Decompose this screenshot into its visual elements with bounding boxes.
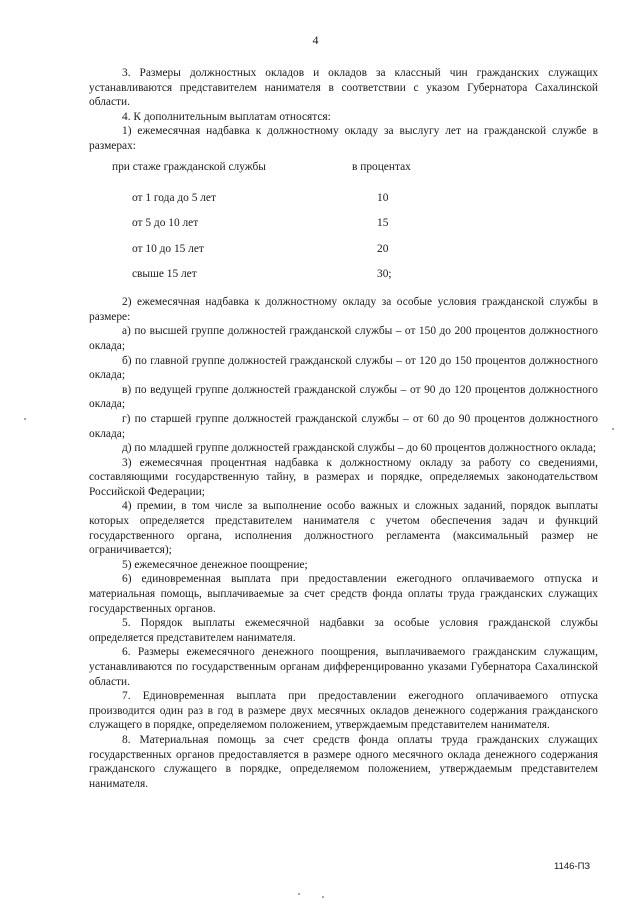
paragraph-6: 6. Размеры ежемесячного денежного поощрения, выплачиваемого гражданским служащим, устанавливаются по государственным органам дифференцированно указами Губернатора Сахалинской области. — [89, 646, 598, 688]
seniority-row — [89, 262, 469, 288]
seniority-value: 10 — [377, 191, 389, 204]
paragraph-4-2-g: г) по старшей группе должностей гражданской службы – от 60 до 90 процентов должностного оклада; — [89, 412, 598, 440]
document-code: 1146-ПЗ — [554, 861, 591, 872]
seniority-row — [89, 236, 469, 262]
paragraph-4-6: 6) единовременная выплата при предоставлении ежегодного оплачиваемого отпуска и материальная помощь, выплачиваемые за счет средств фонда оплаты труда гражданских служащих государственных органов. — [89, 573, 598, 615]
seniority-term: свыше 15 лет — [132, 268, 197, 281]
scan-speck — [24, 418, 26, 420]
paragraph-4-4: 4) премии, в том числе за выполнение особо важных и сложных заданий, порядок выплаты которых определяется представителем нанимателя с учетом обеспечения задач и функций государственного органа, исполнения должностного регламента (максимальный размер не ограничивается); — [89, 500, 598, 557]
paragraph-4: 4. К дополнительным выплатам относятся: — [122, 110, 331, 123]
seniority-value: 30; — [377, 268, 392, 281]
seniority-term: от 1 года до 5 лет — [132, 191, 216, 204]
scan-speck — [612, 428, 614, 430]
paragraph-4-1: 1) ежемесячная надбавка к должностному окладу за выслугу лет на гражданской службе в размерах: — [89, 125, 598, 152]
paragraph-3: 3. Размеры должностных окладов и окладов за классный чин гражданских служащих устанавливаются представителем нанимателя в соответствии с указом Губернатора Сахалинской области. — [89, 67, 598, 109]
scan-speck — [298, 893, 300, 895]
seniority-value: 20 — [377, 242, 389, 255]
seniority-table — [89, 160, 469, 288]
seniority-value: 15 — [377, 217, 389, 230]
paragraph-5: 5. Порядок выплаты ежемесячной надбавки за особые условия гражданской службы определяется представителем нанимателя. — [89, 617, 598, 644]
paragraph-4-3: 3) ежемесячная процентная надбавка к должностному окладу за работу со сведениями, составляющими государственную тайну, в размерах и порядке, определяемых законодательством Российской Федерации; — [89, 456, 598, 498]
paragraph-8: 8. Материальная помощь за счет средств фонда оплаты труда гражданских служащих государственных органов предоставляется в размере одного месячного оклада денежного содержания гражданского служащего в порядке, определяемом положением, утверждаемым представителем нанимателя. — [89, 733, 598, 790]
seniority-term: от 10 до 15 лет — [132, 242, 204, 255]
paragraph-4-2-d: д) по младшей группе должностей гражданской службы – до 60 процентов должностного оклада; — [122, 442, 597, 455]
paragraph-4-2-v: в) по ведущей группе должностей гражданской службы – от 90 до 120 процентов должностного оклада; — [89, 383, 598, 411]
page-number: 4 — [312, 33, 319, 47]
seniority-row — [89, 185, 469, 211]
scan-speck — [322, 896, 324, 898]
seniority-header-term: при стаже гражданской службы — [112, 160, 266, 173]
seniority-table-header — [112, 160, 469, 175]
paragraph-7: 7. Единовременная выплата при предоставлении ежегодного оплачиваемого отпуска производится один раз в год в размере двух месячных окладов денежного содержания гражданского служащего в порядке, определяемом положением, утверждаемым представителем нанимателя. — [89, 690, 598, 732]
seniority-term: от 5 до 10 лет — [132, 217, 199, 230]
paragraph-4-2-a: а) по высшей группе должностей гражданской службы – от 150 до 200 процентов должностного оклада; — [89, 325, 598, 352]
paragraph-4-5: 5) ежемесячное денежное поощрение; — [122, 558, 308, 571]
document-body — [89, 66, 598, 791]
paragraph-4-2-b: б) по главной группе должностей гражданской службы – от 120 до 150 процентов должностного оклада; — [89, 354, 598, 382]
seniority-row — [89, 211, 469, 237]
seniority-header-value: в процентах — [352, 160, 411, 173]
paragraph-4-2: 2) ежемесячная надбавка к должностному окладу за особые условия гражданской службы в размере: — [89, 296, 598, 323]
